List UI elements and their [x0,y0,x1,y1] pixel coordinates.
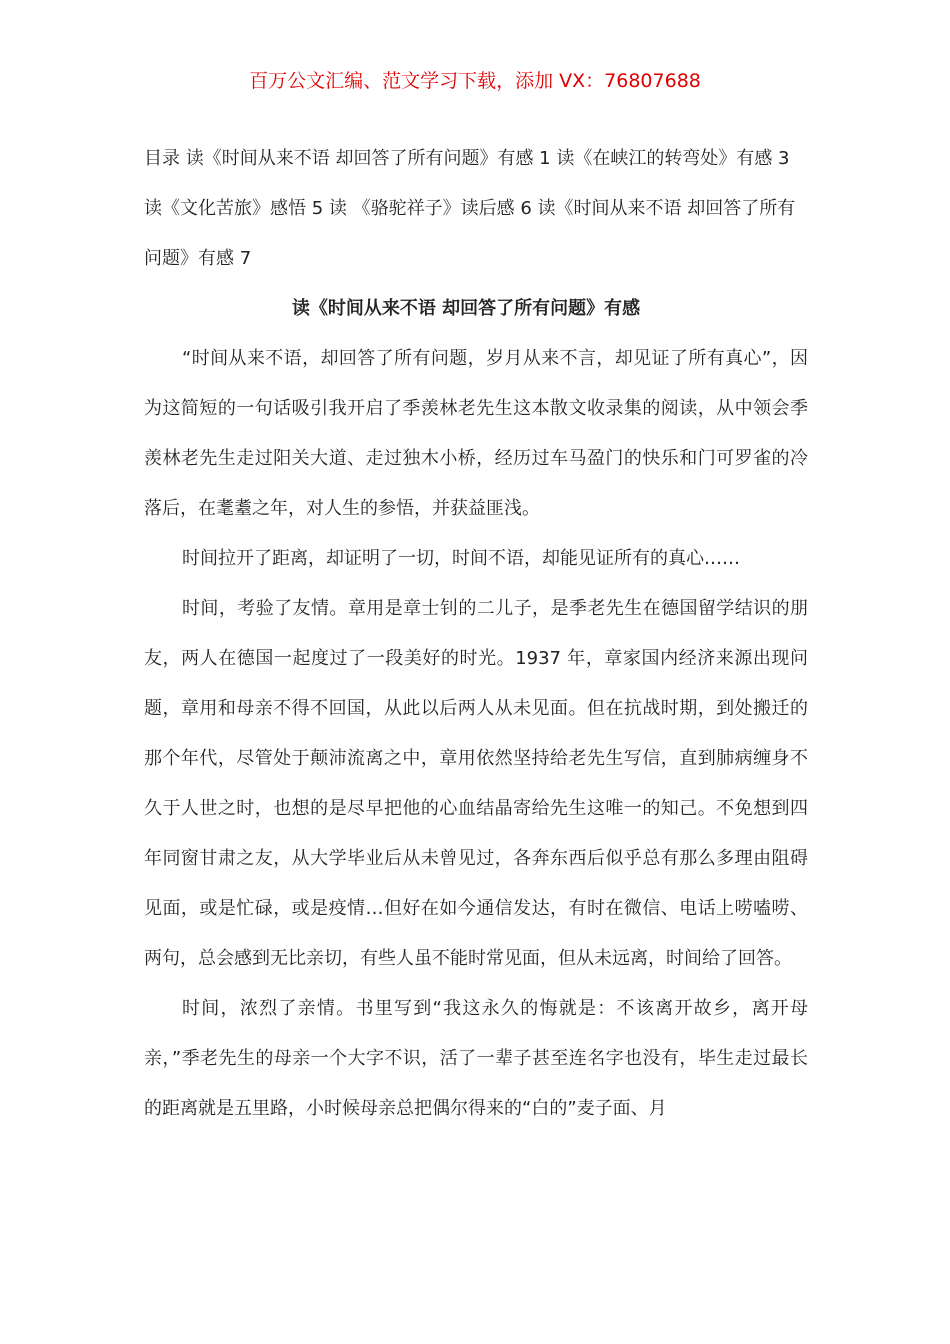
article-title: 读《时间从来不语 却回答了所有问题》有感 [291,298,641,319]
document-body [144,134,808,1134]
table-of-contents: 目录 读《时间从来不语 却回答了所有问题》有感 1 读《在峡江的转弯处》有感 3 读《文化苦旅》感悟 5 读 《骆驼祥子》读后感 6 读《时间从来不语 却回答了所有问题》有感 7 [144,148,796,269]
paragraph-4: 时间，浓烈了亲情。书里写到“我这永久的悔就是：不该离开故乡，离开母亲，”季老先生的母亲一个大字不识，活了一辈子甚至连名字也没有，毕生走过最长的距离就是五里路，小时候母亲总把偶尔得来的“白的”麦子面、月 [144,998,808,1119]
header-banner: 百万公文汇编、范文学习下载，添加 VX：76807688 [249,70,701,92]
paragraph-2: 时间拉开了距离，却证明了一切，时间不语，却能见证所有的真心…… [182,548,740,569]
paragraph-1: “时间从来不语，却回答了所有问题，岁月从来不言，却见证了所有真心”，因为这简短的一句话吸引我开启了季羡林老先生这本散文收录集的阅读，从中领会季羡林老先生走过阳关大道、走过独木小桥，经历过车马盈门的快乐和门可罗雀的冷落后，在耄耋之年，对人生的参悟，并获益匪浅。 [144,348,808,519]
paragraph-3: 时间，考验了友情。章用是章士钊的二儿子，是季老先生在德国留学结识的朋友，两人在德国一起度过了一段美好的时光。1937 年，章家国内经济来源出现问题，章用和母亲不得不回国，从此以后两人从未见面。但在抗战时期，到处搬迁的那个年代，尽管处于颠沛流离之中，章用依然坚持给老先生写信，直到肺病缠身不久于人世之时，也想的是尽早把他的心血结晶寄给先生这唯一的知己。不免想到四年同窗甘肃之友，从大学毕业后从未曾见过，各奔东西后似乎总有那么多理由阻碍见面，或是忙碌，或是疫情…但好在如今通信发达，有时在微信、电话上唠嗑唠、两句，总会感到无比亲切，有些人虽不能时常见面，但从未远离，时间给了回答。 [144,598,808,969]
